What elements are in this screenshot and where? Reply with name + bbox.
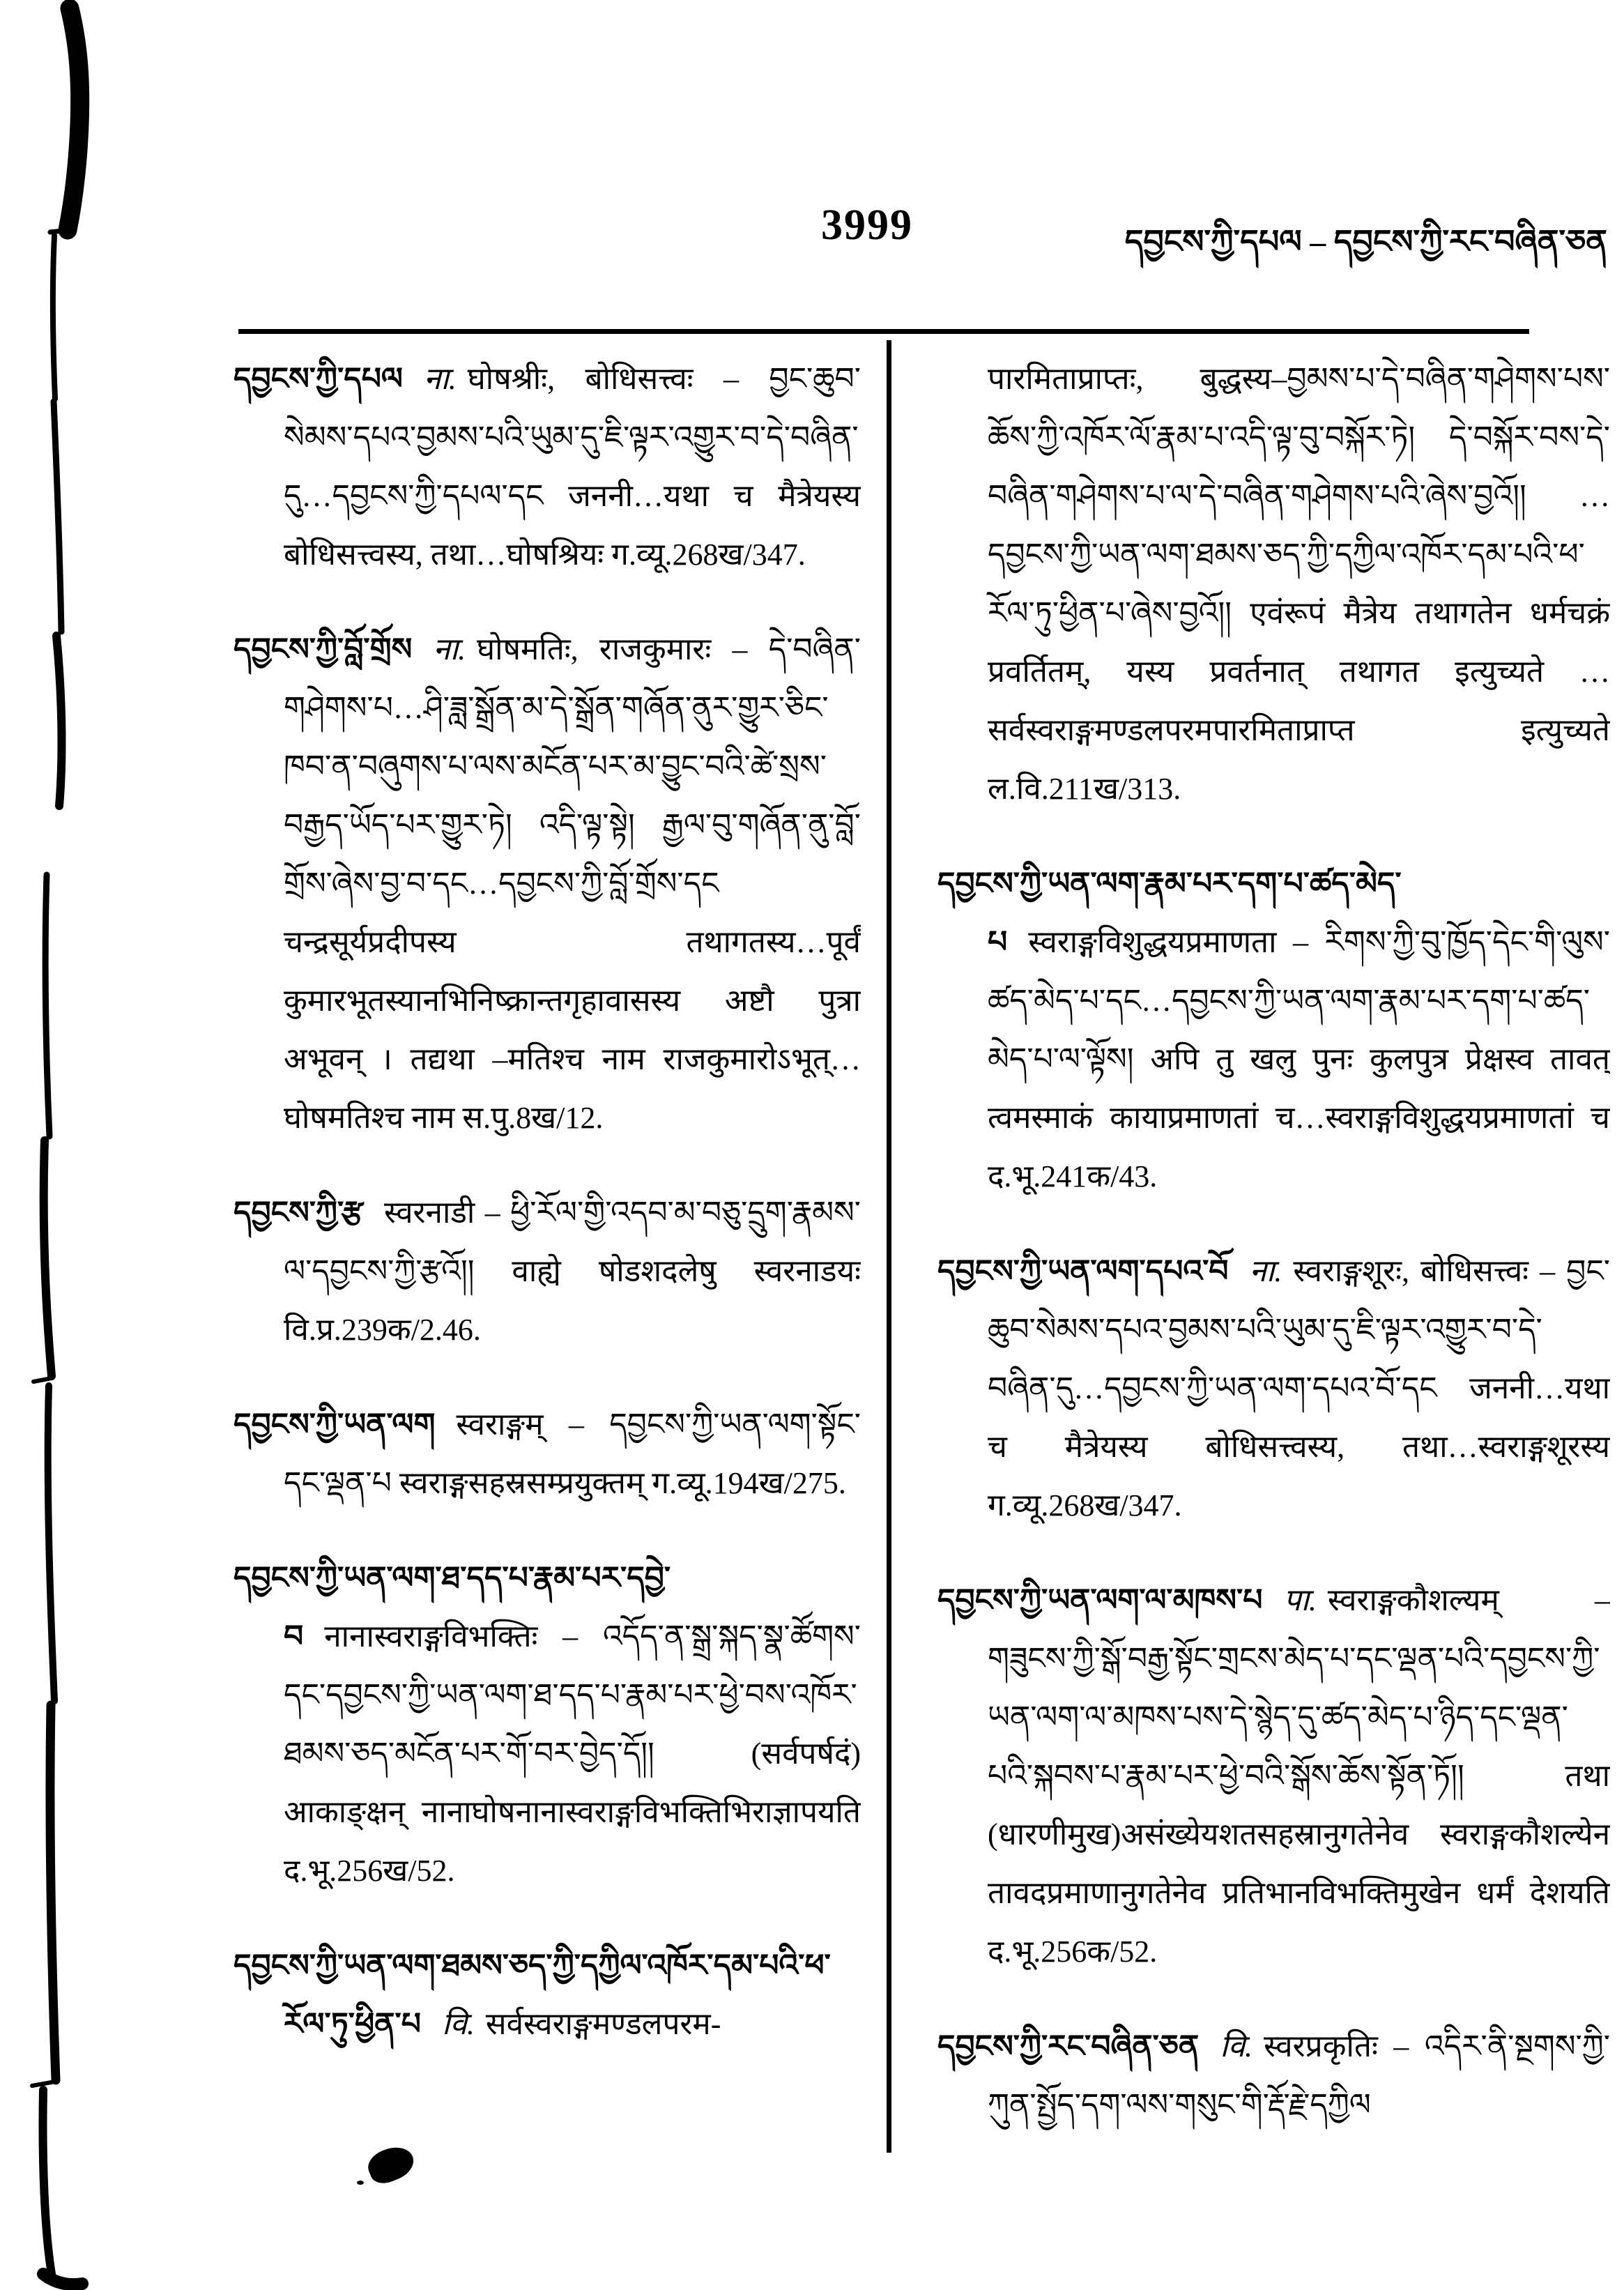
entry-headword: དབྱངས་ཀྱི་རྩ — [233, 1196, 363, 1230]
entry-headword: དབྱངས་ཀྱི་དཔལ — [233, 362, 403, 396]
page-number: 3999 — [821, 201, 913, 249]
entry-body: स्वराङ्गकौशल्यम् – གཟུངས་ཀྱི་སྒོ་བརྒྱ་སྟོང་གྲངས་མེད་པ་དང་ལྡན་པའི་དབྱངས་ཀྱི་ཡན་ལག་ལ་མཁས་པས་དེ་སྙེད་དུ་ཚད་མེད་པ་ཉིད་དང་ལྡན་པའི་སྐབས་པ་རྣམ་པར་ཕྱེ་བའི་སྒོས་ཆོས་སྟོན་ཏོ།། तथा (धारणीमुख)असंख्येयशतसहस्रानुगतेनेव स्वराङ्गकौशल्येन तावदप्रमाणानुगतेनेव प्रतिभानविभक्तिमुखेन धर्मं देशयति द.भू.256क/52. — [988, 1583, 1610, 1969]
ink-dot — [357, 2181, 364, 2185]
entry-body: स्वराङ्गशूरः, बोधिसत्त्वः – བྱང་ཆུབ་སེམས་དཔའ་བྱམས་པའི་ཡུམ་དུ་ཇི་ལྟར་འགྱུར་བ་དེ་བཞིན་དུ…དབྱངས་ཀྱི་ཡན་ལག་དཔའ་བོ་དང जननी…यथा च मैत्रेयस्य बोधिसत्त्वस्य, तथा…स्वराङ्गशूरस्य ग.व्यू.268ख/347. — [988, 1254, 1610, 1522]
column-divider — [887, 340, 891, 2153]
entry-headword: དབྱངས་ཀྱི་ཡན་ལག་ཐ་དད་པ་རྣམ་པར་དབྱེ་བ — [233, 1561, 671, 1654]
entry-body: घोषमतिः, राजकुमारः – དེ་བཞིན་གཤེགས་པ…ཤི་ཟླ་སྒྲོན་མ་དེ་སྒྲོན་གཞོན་ནུར་གྱུར་ཅིང་ཁབ་ན་བཞུགས་པ་ལས་མངོན་པར་མ་བྱུང་བའི་ཚེ་སྲས་བརྒྱད་ཡོད་པར་གྱུར་ཏེ། འདི་ལྟ་སྟེ། རྒྱལ་བུ་གཞོན་ནུ་བློ་གྲོས་ཞེས་བྱ་བ་དང…དབྱངས་ཀྱི་བློ་གྲོས་དང चन्द्रसूर्यप्रदीपस्य तथागतस्य…पूर्वं कुमारभूतस्यानभिनिष्क्रान्तगृहावासस्य अष्टौ पुत्रा अभूवन् । तद्यथा –मतिश्च नाम राजकुमारोऽभूत्…घोषमतिश्च नाम स.पु.8ख/12. — [284, 632, 861, 1135]
dict-entry — [233, 1937, 861, 2054]
entry-pos-abbrev: ना. — [423, 362, 457, 396]
entry-pos-abbrev: वि. — [1220, 2029, 1253, 2063]
entry-headword: དབྱངས་ཀྱི་རང་བཞིན་ཅན — [937, 2029, 1200, 2063]
dict-entry — [233, 620, 861, 1147]
entry-pos-abbrev: ना. — [433, 632, 466, 666]
entry-continuation — [937, 350, 1610, 818]
dict-entry — [937, 855, 1610, 1206]
dict-entry — [937, 2017, 1610, 2135]
entry-headword: དབྱངས་ཀྱི་ཡན་ལག — [233, 1407, 436, 1442]
entry-body: स्वराङ्गविशुद्धयप्रमाणता – རིགས་ཀྱི་བུ་ཁྱོད་དེང་གི་ལུས་ཚད་མེད་པ་དང…དབྱངས་ཀྱི་ཡན་ལག་རྣམ་པར་དག་པ་ཚད་མེད་པ་ལ་ལྟོས། अपि तु खलु पुनः कुलपुत्र प्रेक्षस्व तावत् त्वमस्माकं कायाप्रमाणतां च…स्वराङ्गविशुद्धयप्रमाणतां च द.भू.241क/43. — [988, 925, 1610, 1193]
entry-body: स्वरप्रकृतिः – འདིར་ནི་སྔགས་ཀྱི་ཀུན་སྤྱོད་དག་ལས་གསུང་གི་རྡོ་རྗེ་དཀྱིལ — [988, 2029, 1610, 2122]
entry-headword: དབྱངས་ཀྱི་ཡན་ལག་ལ་མཁས་པ — [937, 1583, 1263, 1617]
entry-headword: དབྱངས་ཀྱི་ཡན་ལག་ཐམས་ཅད་ཀྱི་དཀྱིལ་འཁོར་དམ་པའི་ཕ་རོལ་ཏུ་ཕྱིན་པ — [233, 1948, 831, 2041]
dict-entry — [233, 350, 861, 584]
dict-entry — [233, 1549, 861, 1900]
entry-body: घोषश्रीः, बोधिसत्त्वः – བྱང་ཆུབ་སེམས་དཔའ་བྱམས་པའི་ཡུམ་དུ་ཇི་ལྟར་འགྱུར་བ་དེ་བཞིན་དུ…དབྱངས་ཀྱི་དཔལ་དང जननी…यथा च मैत्रेयस्य बोधिसत्त्वस्य, तथा…घोषश्रियः ग.व्यू.268ख/347. — [284, 362, 861, 572]
entry-pos-abbrev: ना. — [1249, 1254, 1282, 1288]
header-rule — [238, 329, 1529, 334]
entry-body: पारमिताप्राप्तः, बुद्धस्य–བྱམས་པ་དེ་བཞིན་གཤེགས་པས་ཆོས་ཀྱི་འཁོར་ལོ་རྣམ་པ་འདི་ལྟ་བུ་བསྐོར་ཏེ། དེ་བསྐོར་བས་དེ་བཞིན་གཤེགས་པ་ལ་དེ་བཞིན་གཤེགས་པའི་ཞེས་བྱའོ།། …དབྱངས་ཀྱི་ཡན་ལག་ཐམས་ཅད་ཀྱི་དཀྱིལ་འཁོར་དམ་པའི་ཕ་རོལ་ཏུ་ཕྱིན་པ་ཞེས་བྱའོ།། एवंरूपं मैत्रेय तथागतेन धर्मचक्रं प्रवर्तितम्, यस्य प्रवर्तनात् तथागत इत्युच्यते …सर्वस्वराङ्गमण्डलपरमपारमिताप्राप्त इत्युच्यते ल.वि.211ख/313. — [988, 362, 1610, 806]
dict-entry — [937, 1242, 1610, 1535]
left-column — [233, 350, 861, 2232]
right-column — [937, 350, 1610, 2246]
entry-headword: དབྱངས་ཀྱི་ཡན་ལག་དཔའ་བོ — [937, 1254, 1229, 1288]
entry-body: स्वराङ्गम् – དབྱངས་ཀྱི་ཡན་ལག་སྟོང་དང་ལྡན་པ स्वराङ्गसहस्रसम्प्रयुक्तम् ग.व्यू.194ख/275. — [284, 1407, 861, 1500]
dict-entry — [233, 1184, 861, 1359]
entry-body: नानास्वराङ्गविभक्तिः – འདོད་ན་སྒྲ་སྐད་སྣ་ཚོགས་དང་དབྱངས་ཀྱི་ཡན་ལག་ཐ་དད་པ་རྣམ་པར་ཕྱེ་བས་འཁོར་ཐམས་ཅད་མངོན་པར་གོ་བར་བྱེད་དོ།། (सर्वपर्षदं) आकाङ्क्षन् नानाघोषनानास्वराङ्गविभक्तिभिराज्ञापयति द.भू.256ख/52. — [284, 1619, 861, 1888]
entry-body: स्वरनाडी – ཕྱི་རོལ་གྱི་འདབ་མ་བཅུ་དྲུག་རྣམས་ལ་དབྱངས་ཀྱི་རྩའོ།། वाह्ये षोडशदलेषु स्वरनाडयः वि.प्र.239क/2.46. — [284, 1196, 861, 1347]
entry-pos-abbrev: वि. — [441, 2007, 475, 2041]
entry-headword: དབྱངས་ཀྱི་ཡན་ལག་རྣམ་པར་དག་པ་ཚད་མེད་པ — [937, 867, 1402, 959]
binding-gutter-shadow — [0, 0, 181, 2290]
entry-body: सर्वस्वराङ्गमण्डलपरम- — [485, 2007, 721, 2041]
dict-entry — [233, 1396, 861, 1513]
dict-entry — [937, 1571, 1610, 1981]
entry-headword: དབྱངས་ཀྱི་བློ་གྲོས — [233, 632, 413, 666]
entry-pos-abbrev: पा. — [1283, 1583, 1317, 1617]
header-entry-range: དབྱངས་ཀྱི་དཔལ – དབྱངས་ཀྱི་རང་བཞིན་ཅན — [1124, 224, 1607, 259]
